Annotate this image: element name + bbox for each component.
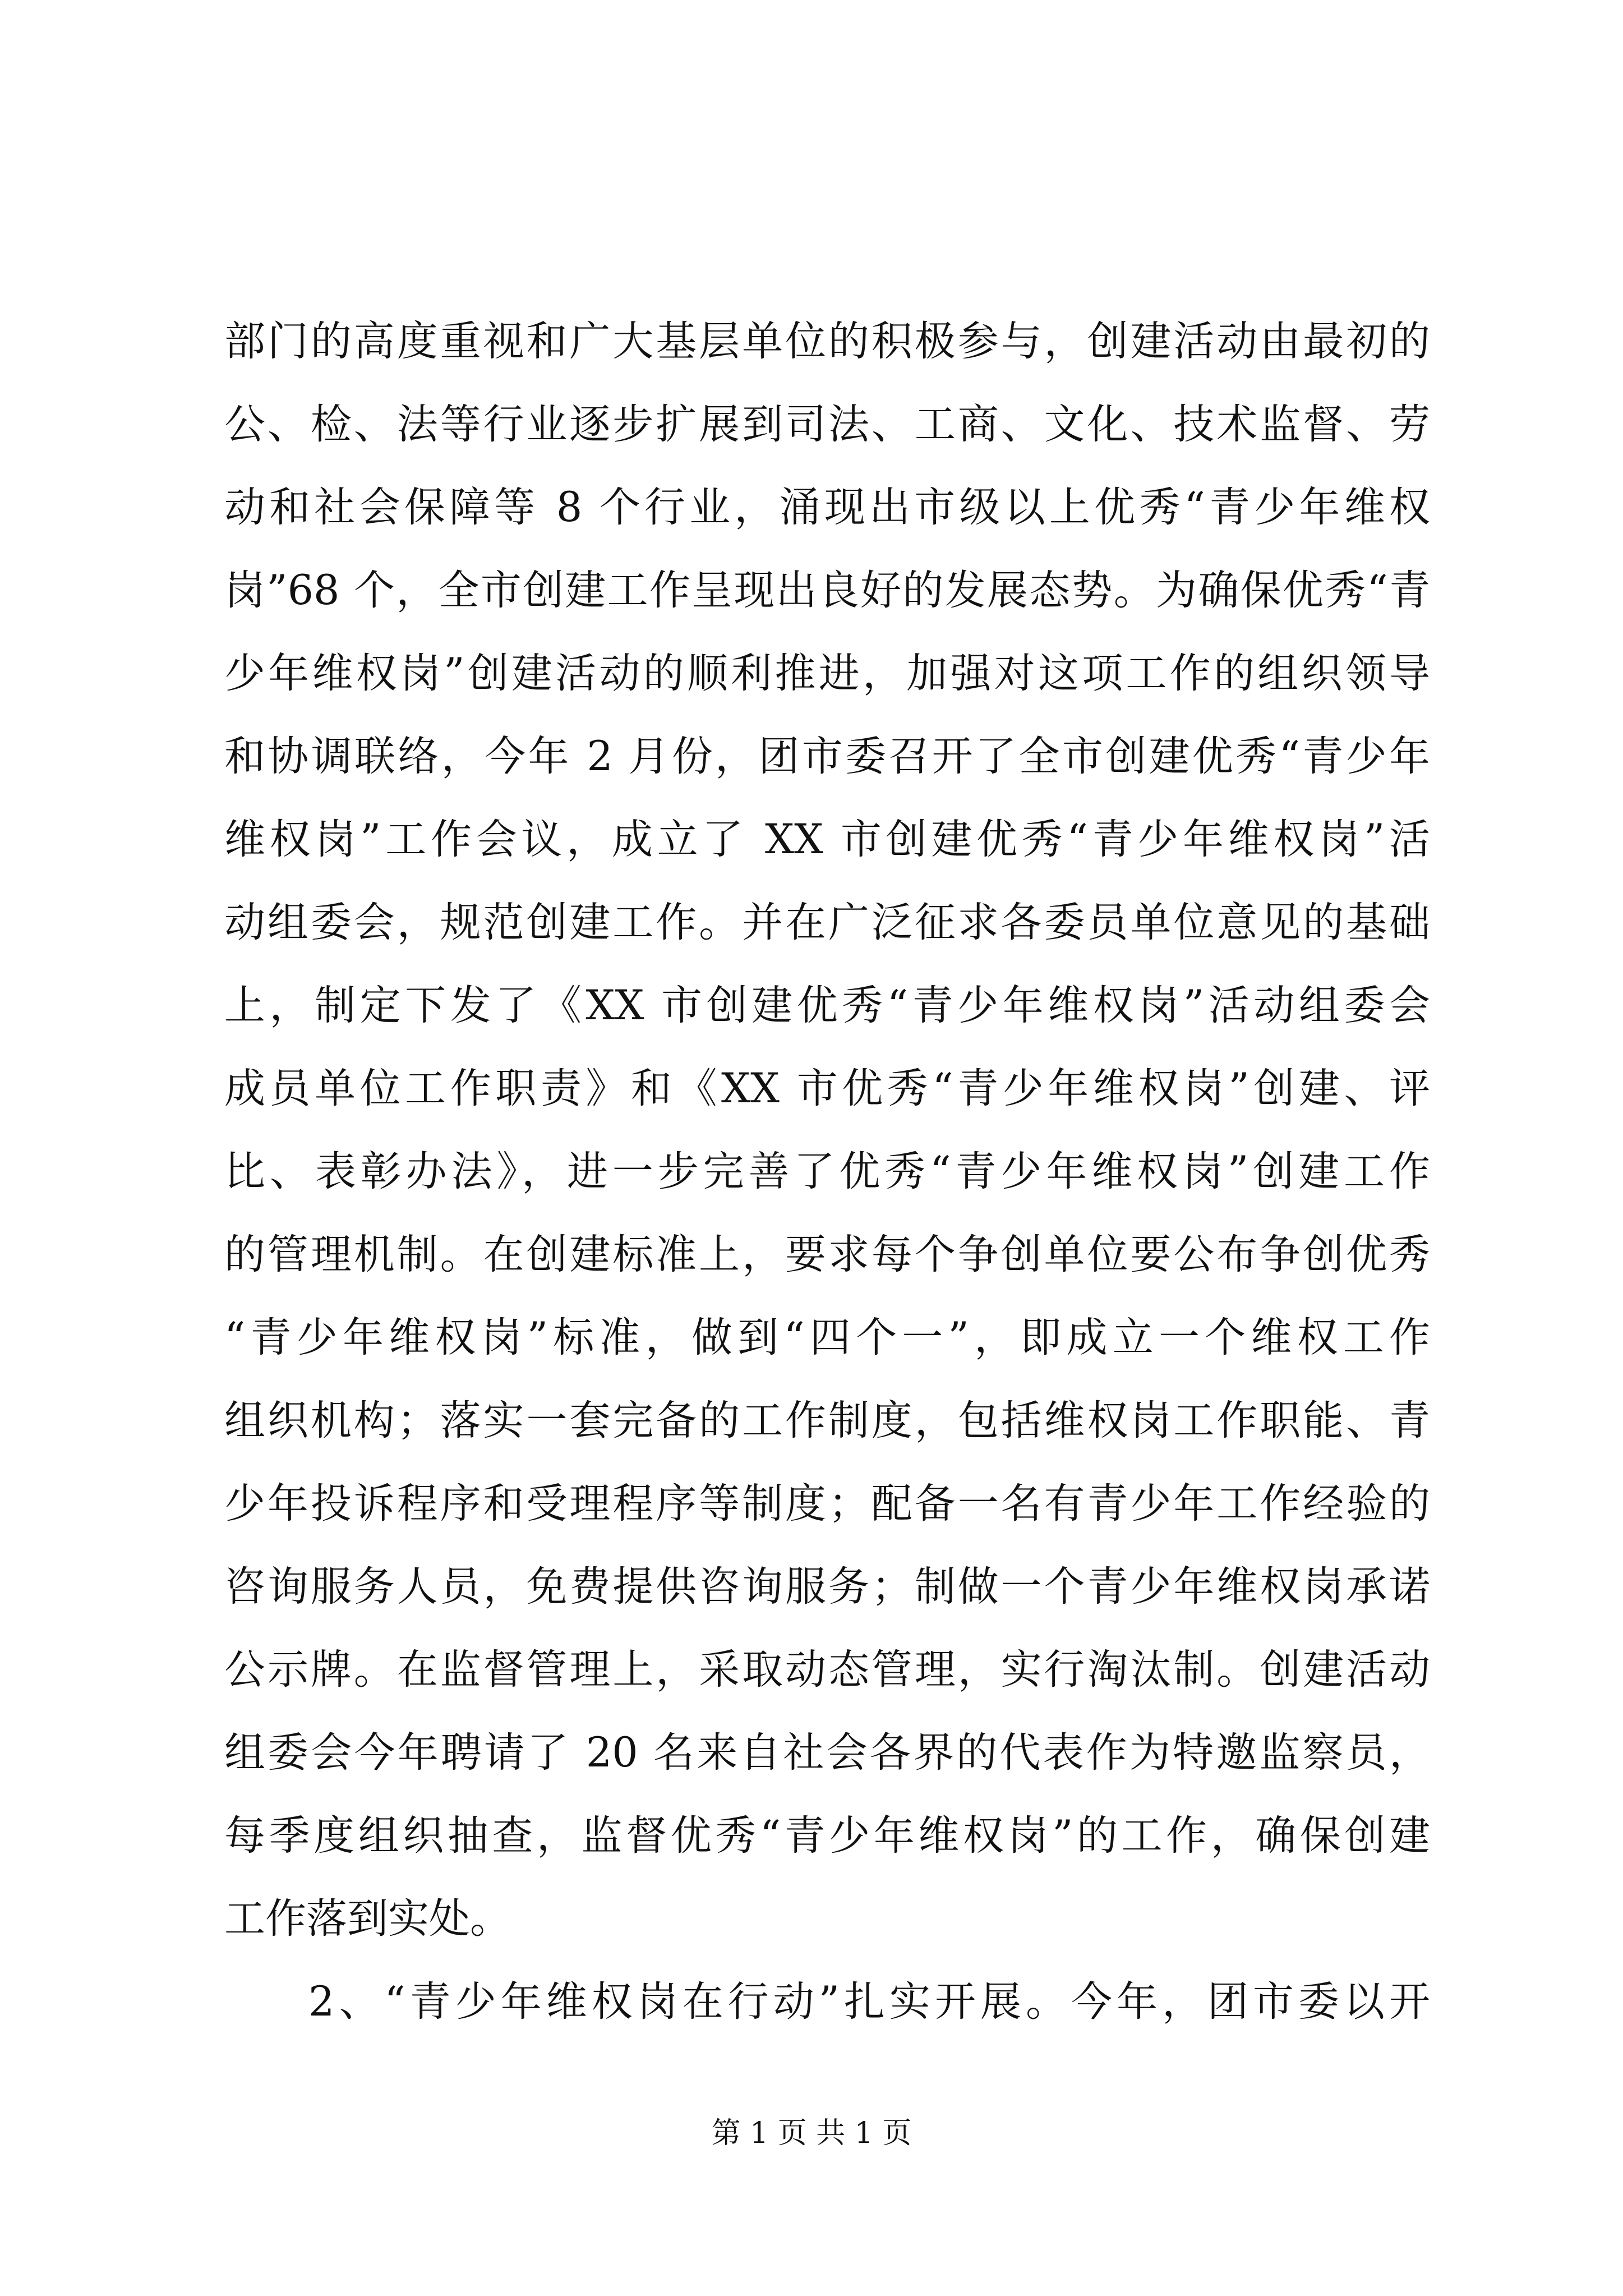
text-line: 成员单位工作职责》和《XX 市优秀“青少年维权岗”创建、评 bbox=[224, 1065, 1430, 1112]
text-line: 动和社会保障等 8 个行业，涌现出市级以上优秀“青少年维权 bbox=[224, 484, 1430, 531]
page-footer bbox=[0, 2114, 1623, 2153]
body-text bbox=[224, 300, 1430, 2044]
text-line: 组织机构；落实一套完备的工作制度，包括维权岗工作职能、青 bbox=[224, 1397, 1430, 1444]
text-line: 公、检、法等行业逐步扩展到司法、工商、文化、技术监督、劳 bbox=[224, 401, 1430, 448]
text-line: 维权岗”工作会议，成立了 XX 市创建优秀“青少年维权岗”活 bbox=[224, 816, 1430, 863]
text-line: 比、表彰办法》，进一步完善了优秀“青少年维权岗”创建工作 bbox=[224, 1148, 1430, 1195]
text-line: 上，制定下发了《XX 市创建优秀“青少年维权岗”活动组委会 bbox=[224, 982, 1430, 1029]
text-line: 动组委会，规范创建工作。并在广泛征求各委员单位意见的基础 bbox=[224, 899, 1430, 946]
text-line: 和协调联络，今年 2 月份，团市委召开了全市创建优秀“青少年 bbox=[224, 733, 1430, 780]
text-line: 少年投诉程序和受理程序等制度；配备一名有青少年工作经验的 bbox=[224, 1480, 1430, 1527]
text-line-paragraph-start: 2、“青少年维权岗在行动”扎实开展。今年，团市委以开 bbox=[308, 1978, 1430, 2026]
text-line: 的管理机制。在创建标准上，要求每个争创单位要公布争创优秀 bbox=[224, 1231, 1430, 1278]
text-line: 部门的高度重视和广大基层单位的积极参与，创建活动由最初的 bbox=[224, 318, 1430, 365]
page-number-label: 第 1 页 共 1 页 bbox=[711, 2116, 912, 2150]
text-line: 每季度组织抽查，监督优秀“青少年维权岗”的工作，确保创建 bbox=[224, 1812, 1430, 1860]
text-line: 公示牌。在监督管理上，采取动态管理，实行淘汰制。创建活动 bbox=[224, 1646, 1430, 1694]
text-line: “青少年维权岗”标准，做到“四个一”，即成立一个维权工作 bbox=[224, 1314, 1430, 1361]
text-line: 岗”68 个，全市创建工作呈现出良好的发展态势。为确保优秀“青 bbox=[224, 567, 1430, 614]
text-line: 组委会今年聘请了 20 名来自社会各界的代表作为特邀监察员， bbox=[224, 1729, 1430, 1777]
text-line: 少年维权岗”创建活动的顺利推进，加强对这项工作的组织领导 bbox=[224, 650, 1430, 697]
text-line: 咨询服务人员，免费提供咨询服务；制做一个青少年维权岗承诺 bbox=[224, 1563, 1430, 1611]
text-line: 工作落到实处。 bbox=[224, 1895, 511, 1943]
